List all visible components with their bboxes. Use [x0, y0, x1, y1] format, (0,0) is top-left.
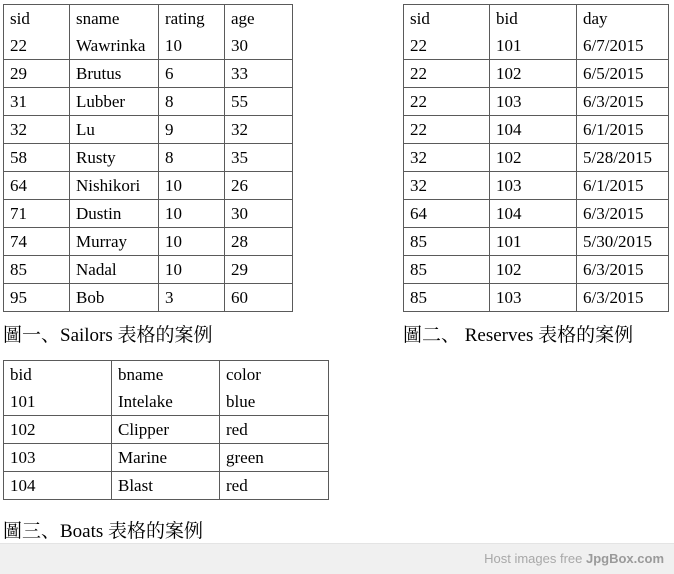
- table-cell: 22: [404, 32, 490, 60]
- table-cell: 22: [4, 32, 70, 60]
- table-row: [404, 228, 668, 256]
- table-row: [4, 472, 328, 499]
- table-cell: 85: [4, 256, 70, 284]
- table-row: [4, 88, 292, 116]
- table-cell: 6/1/2015: [577, 172, 668, 200]
- column-header: sid: [404, 5, 490, 32]
- table-cell: 6/1/2015: [577, 116, 668, 144]
- table-row: [4, 60, 292, 88]
- table-cell: Nishikori: [70, 172, 159, 200]
- table-cell: Murray: [70, 228, 159, 256]
- table-row: [404, 200, 668, 228]
- table-cell: 6/5/2015: [577, 60, 668, 88]
- table-cell: 64: [404, 200, 490, 228]
- table-cell: Clipper: [112, 416, 220, 444]
- sailors-table: [3, 4, 293, 312]
- table-cell: green: [220, 444, 328, 472]
- table-cell: 26: [225, 172, 292, 200]
- column-header: sid: [4, 5, 70, 32]
- table-cell: 6: [159, 60, 225, 88]
- footer-bar: [0, 543, 674, 574]
- column-header: rating: [159, 5, 225, 32]
- table-cell: 10: [159, 200, 225, 228]
- table-cell: 32: [404, 172, 490, 200]
- reserves-caption: 圖二、 Reserves 表格的案例: [403, 325, 634, 346]
- reserves-table: [403, 4, 669, 312]
- table-cell: 85: [404, 228, 490, 256]
- table-row: [404, 88, 668, 116]
- table-cell: Bob: [70, 284, 159, 311]
- reserves-header-row: [404, 5, 668, 32]
- sailors-table-header: [4, 5, 292, 32]
- table-row: [404, 116, 668, 144]
- table-cell: 32: [4, 116, 70, 144]
- table-cell: 64: [4, 172, 70, 200]
- table-cell: Blast: [112, 472, 220, 499]
- table-cell: 10: [159, 172, 225, 200]
- table-cell: 8: [159, 88, 225, 116]
- column-header: age: [231, 8, 255, 28]
- table-cell: 8: [159, 144, 225, 172]
- table-cell: Lu: [70, 116, 159, 144]
- table-row: [404, 60, 668, 88]
- table-row: [4, 116, 292, 144]
- table-row: [404, 144, 668, 172]
- table-cell: 30: [225, 200, 292, 228]
- table-cell: 58: [4, 144, 70, 172]
- table-cell: 6/3/2015: [577, 88, 668, 116]
- table-cell: 103: [4, 444, 112, 472]
- table-cell: 32: [404, 144, 490, 172]
- table-cell: 102: [490, 144, 577, 172]
- table-row: [404, 284, 668, 311]
- table-cell: 29: [4, 60, 70, 88]
- table-cell: Marine: [112, 444, 220, 472]
- table-row: [4, 32, 292, 60]
- column-header: color: [226, 364, 261, 384]
- table-row: [4, 444, 328, 472]
- boats-table-header: [4, 361, 328, 388]
- table-cell: 6/3/2015: [577, 200, 668, 228]
- footer-prefix: Host images free: [484, 551, 586, 566]
- boats-table: [3, 360, 329, 500]
- table-cell: Lubber: [70, 88, 159, 116]
- table-cell: 9: [159, 116, 225, 144]
- table-cell: 10: [159, 256, 225, 284]
- table-row: [4, 228, 292, 256]
- table-row: [404, 172, 668, 200]
- table-cell: 101: [490, 228, 577, 256]
- table-cell: 103: [490, 284, 577, 311]
- table-cell: 103: [490, 172, 577, 200]
- boats-header-row: [4, 361, 328, 388]
- table-cell: 3: [159, 284, 225, 311]
- table-cell: 31: [4, 88, 70, 116]
- table-cell: 85: [404, 284, 490, 311]
- footer-credit[interactable]: [484, 551, 664, 566]
- table-cell: Dustin: [70, 200, 159, 228]
- sailors-caption: 圖一、Sailors 表格的案例: [3, 325, 213, 346]
- table-cell: 35: [225, 144, 292, 172]
- table-cell: 103: [490, 88, 577, 116]
- table-cell: 29: [225, 256, 292, 284]
- table-cell: 22: [404, 116, 490, 144]
- boats-caption: 圖三、Boats 表格的案例: [3, 521, 204, 542]
- table-cell: 5/30/2015: [577, 228, 668, 256]
- sailors-table-body: [4, 32, 292, 311]
- table-row: [4, 284, 292, 311]
- table-cell: 102: [490, 60, 577, 88]
- reserves-table-header: [404, 5, 668, 32]
- table-cell: 33: [225, 60, 292, 88]
- table-cell: red: [226, 475, 248, 495]
- table-cell: red: [220, 416, 328, 444]
- table-row: [4, 416, 328, 444]
- table-cell: Intelake: [112, 388, 220, 416]
- table-cell: 60: [231, 287, 248, 307]
- column-header: day: [583, 8, 608, 28]
- table-cell: 102: [4, 416, 112, 444]
- reserves-table-body: [404, 32, 668, 311]
- table-cell: 85: [404, 256, 490, 284]
- table-cell: Brutus: [70, 60, 159, 88]
- column-header: bid: [4, 361, 112, 388]
- table-cell: 32: [225, 116, 292, 144]
- table-cell: 30: [225, 32, 292, 60]
- table-cell: Rusty: [70, 144, 159, 172]
- footer-brand[interactable]: JpgBox.com: [585, 551, 664, 566]
- table-cell: 104: [490, 200, 577, 228]
- table-row: [4, 144, 292, 172]
- table-cell: 6/3/2015: [583, 287, 644, 307]
- table-cell: 6/7/2015: [577, 32, 668, 60]
- table-cell: Wawrinka: [70, 32, 159, 60]
- table-cell: 5/28/2015: [577, 144, 668, 172]
- table-cell: 102: [490, 256, 577, 284]
- table-row: [4, 200, 292, 228]
- table-row: [4, 172, 292, 200]
- sailors-header-row: [4, 5, 292, 32]
- table-cell: 28: [225, 228, 292, 256]
- boats-table-body: [4, 388, 328, 499]
- table-cell: Nadal: [70, 256, 159, 284]
- table-row: [4, 256, 292, 284]
- column-header: bname: [112, 361, 220, 388]
- table-cell: 71: [4, 200, 70, 228]
- column-header: sname: [70, 5, 159, 32]
- table-cell: blue: [220, 388, 328, 416]
- table-cell: 55: [225, 88, 292, 116]
- table-cell: 104: [4, 472, 112, 499]
- table-cell: 104: [490, 116, 577, 144]
- table-row: [4, 388, 328, 416]
- table-cell: 22: [404, 60, 490, 88]
- table-cell: 101: [4, 388, 112, 416]
- table-cell: 74: [4, 228, 70, 256]
- table-cell: 22: [404, 88, 490, 116]
- table-cell: 10: [159, 32, 225, 60]
- table-row: [404, 32, 668, 60]
- table-cell: 101: [490, 32, 577, 60]
- column-header: bid: [490, 5, 577, 32]
- table-row: [404, 256, 668, 284]
- table-cell: 95: [4, 284, 70, 311]
- table-cell: 10: [159, 228, 225, 256]
- table-cell: 6/3/2015: [577, 256, 668, 284]
